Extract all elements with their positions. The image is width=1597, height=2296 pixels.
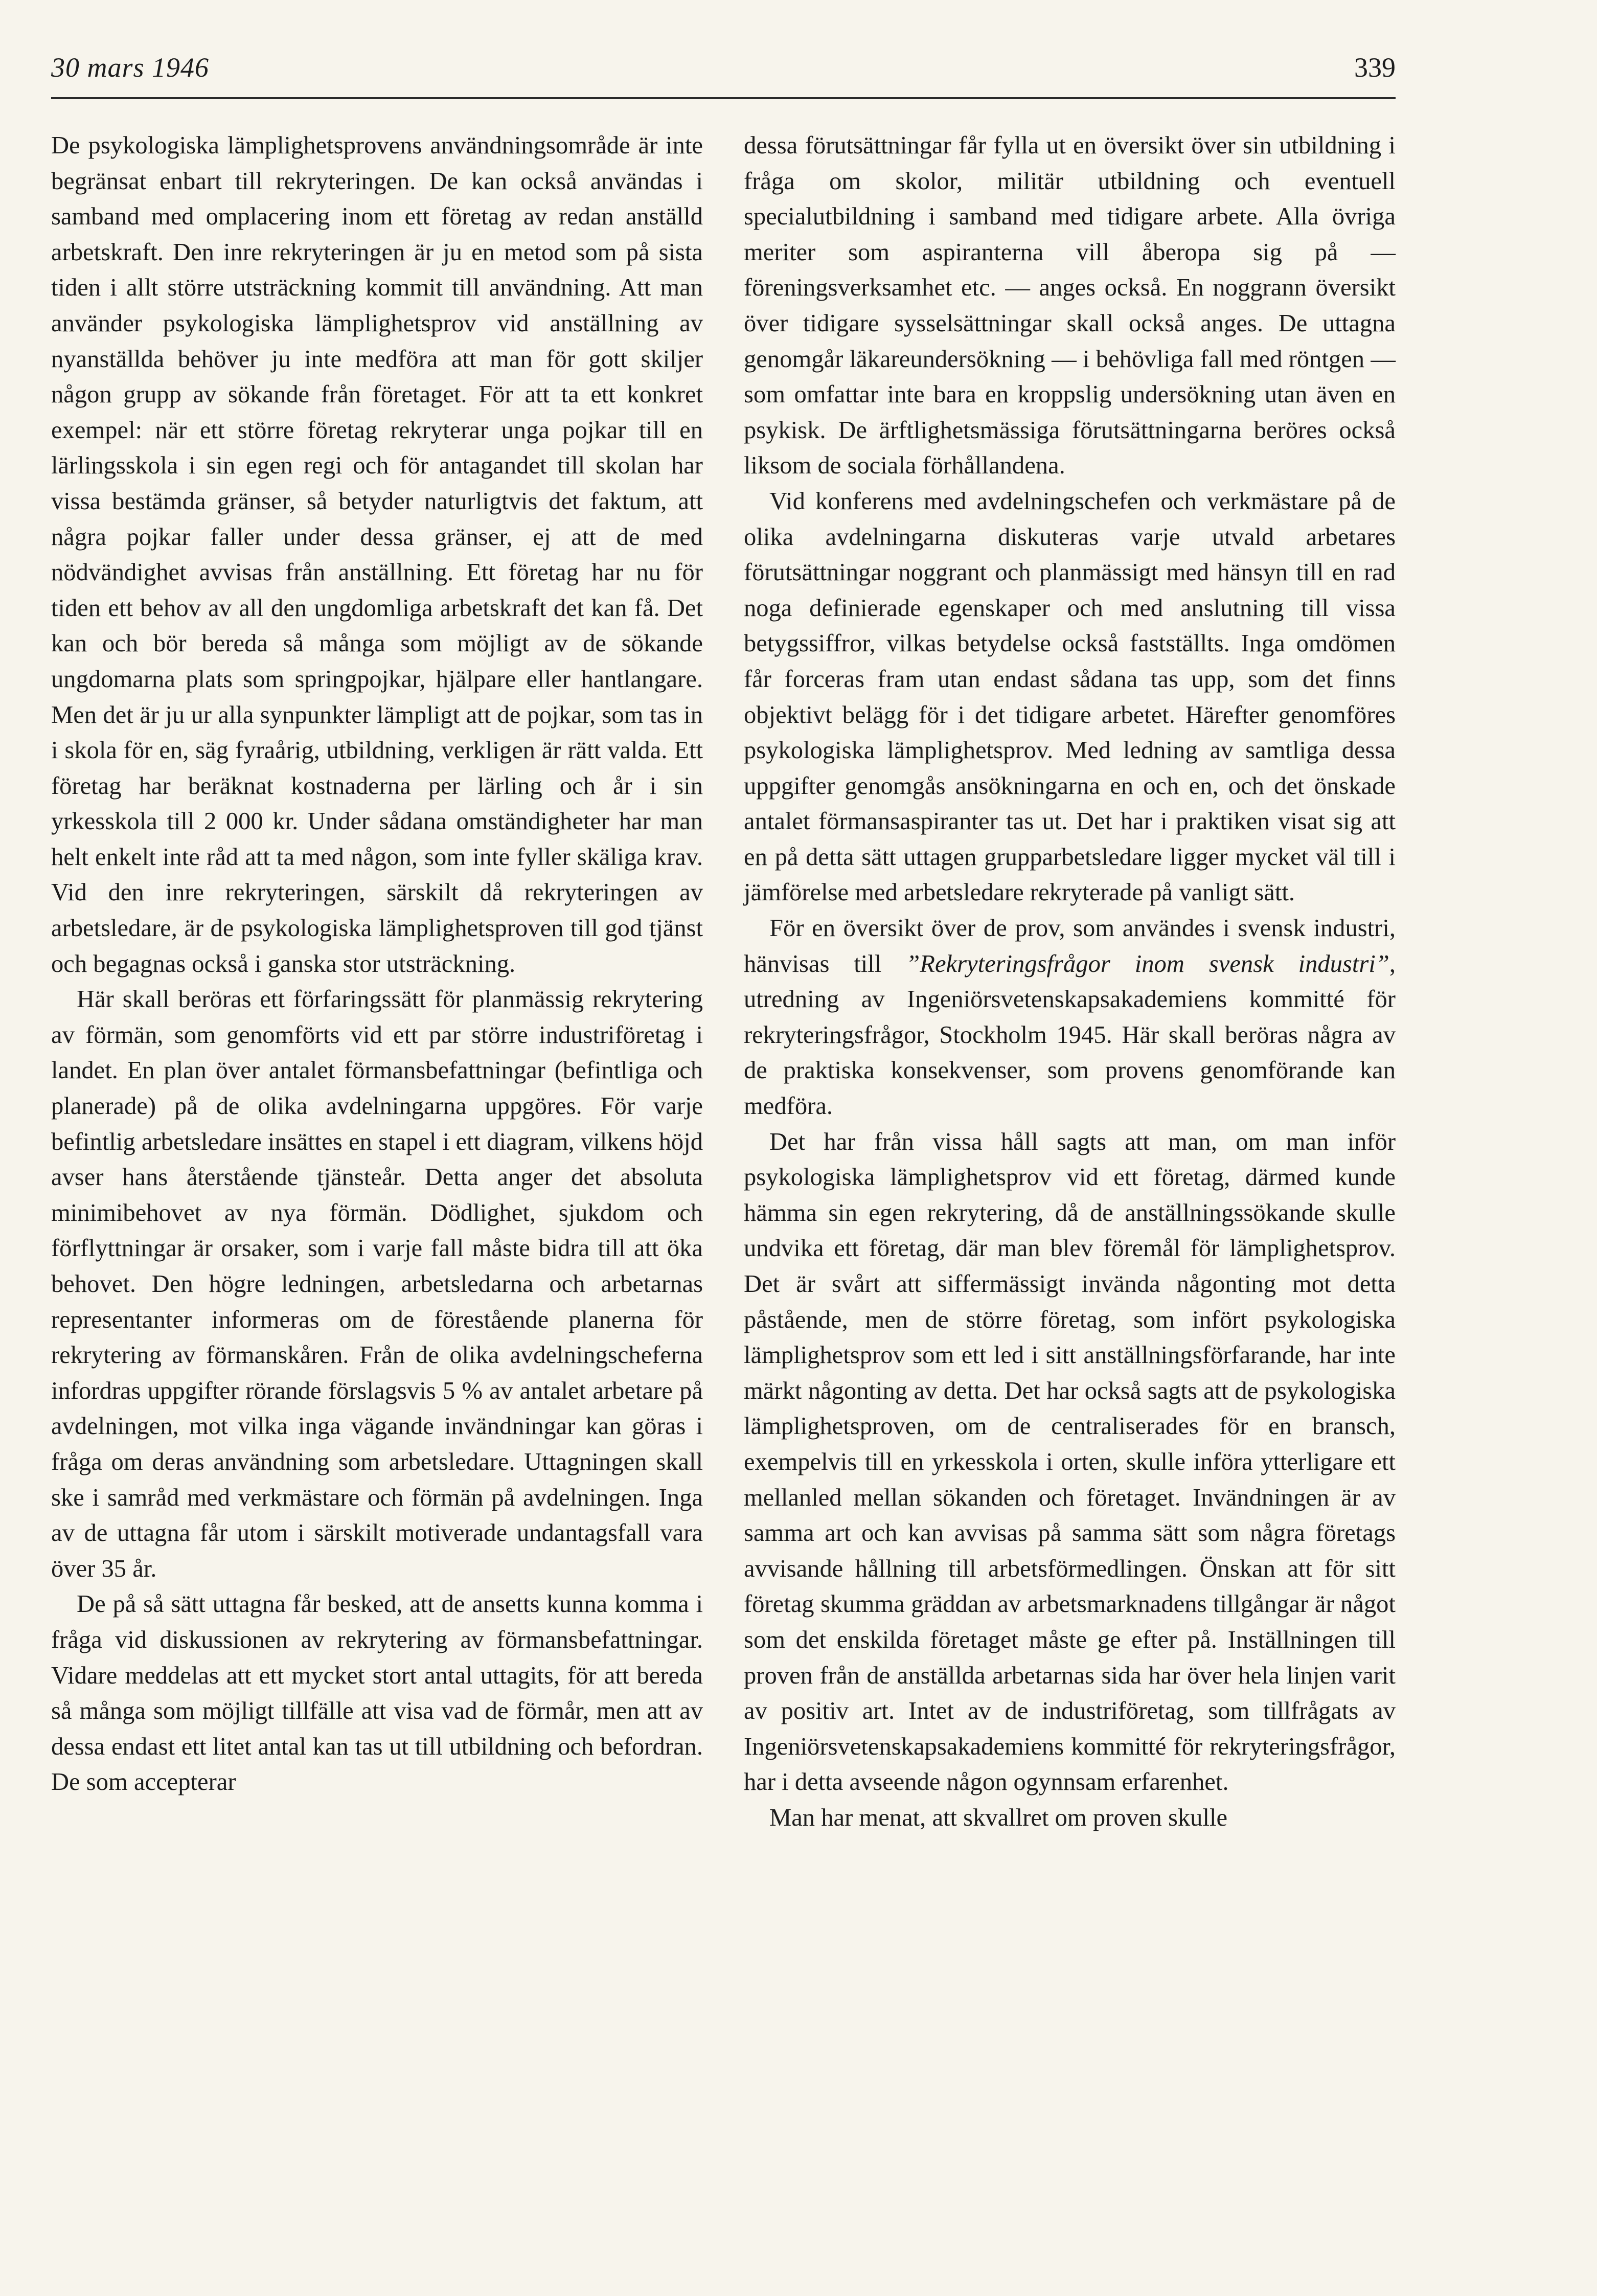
paragraph: Vid konferens med avdelningschefen och verkmästare på de olika avdelningarna diskuteras varje utvald arbetares förutsättningar noggrant och planmässigt med hänsyn till en rad noga definierade egenskaper och med anslutning till vissa betygssiffror, vilkas betydelse också fastställts. Inga omdömen får forceras fram utan endast sådana tas upp, som det finns objektivt belägg för i det tidigare arbetet. Härefter genomföres psykologiska lämplighetsprov. Med ledning av samtliga dessa uppgifter genomgås ansökningarna en och en, och det önskade antalet förmansaspiranter tas ut. Det har i praktiken visat sig att en på detta sätt uttagen grupparbetsledare ligger mycket väl till i jämförelse med arbetsledare rekryterade på vanligt sätt. bbox=[744, 487, 1396, 906]
paragraph bbox=[744, 911, 1396, 1124]
running-header bbox=[51, 47, 1396, 88]
paragraph-text: , utredning av Ingeniörsvetenskapsakademiens kommitté för rekryteringsfrågor, Stockholm 1945. Här skall beröras några av de praktiska konsekvenser, som provens genomförande kan medföra. bbox=[744, 949, 1396, 1120]
paragraph: De psykologiska lämplighetsprovens användningsområde är inte begränsat enbart till rekryteringen. De kan också användas i samband med omplacering inom ett företag av redan anställd arbetskraft. Den inre rekryteringen är ju en metod som på sista tiden i allt större utsträckning kommit till användning. Att man använder psykologiska lämplighetsprov vid anställning av nyanställda behöver ju inte medföra att man för gott skiljer någon grupp av sökande från företaget. För att ta ett konkret exempel: när ett större företag rekryterar unga pojkar till en lärlingsskola i sin egen regi och för antagandet till skolan har vissa bestämda gränser, så betyder naturligtvis det faktum, att några pojkar faller under dessa gränser, ej att de med nödvändighet avvisas från anställning. Ett företag har nu för tiden ett behov av all den ungdomliga arbetskraft det kan få. Det kan och bör bereda så många som möjligt av de sökande ungdomarna plats som springpojkar, hjälpare eller hantlangare. Men det är ju ur alla synpunkter lämpligt att de pojkar, som tas in i skola för en, säg fyraårig, utbildning, verkligen är rätt valda. Ett företag har beräknat kostnaderna per lärling och år i sin yrkesskola till 2 000 kr. Under sådana omständigheter har man helt enkelt inte råd att ta med någon, som inte fyller skäliga krav. Vid den inre rekryteringen, särskilt då rekryteringen av arbetsledare, är de psykologiska lämplighetsproven till god tjänst och begagnas också i ganska stor utsträckning. bbox=[51, 131, 703, 977]
paragraph-text: För en översikt över de prov, som användes i svensk industri, hänvisas till bbox=[744, 914, 1396, 977]
cited-report-title: ”Rekryteringsfrågor inom svensk industri” bbox=[906, 949, 1389, 977]
left-column bbox=[51, 128, 703, 1800]
paragraph: Det har från vissa håll sagts att man, om man inför psykologiska lämplighetsprov vid ett företag, därmed kunde hämma sin egen rekrytering, då de anställningssökande skulle undvika ett företag, där man blev föremål för lämplighetsprov. Det är svårt att siffermässigt invända någonting mot detta påstående, men de större företag, som infört psykologiska lämplighetsprov som ett led i sitt anställningsförfarande, har inte märkt någonting av detta. Det har också sagts att de psykologiska lämplighetsproven, om de centraliserades för en bransch, exempelvis till en yrkesskola i orten, skulle införa ytterligare ett mellanled mellan sökanden och företaget. Invändningen är av samma art och kan avvisas på samma sätt som några företags avvisande hållning till arbetsförmedlingen. Önskan att för sitt företag skumma gräddan av arbetsmarknadens tillgångar är något som det enskilda företaget måste ge efter på. Inställningen till proven från de anställda arbetarnas sida har över hela linjen varit av positiv art. Intet av de industriföretag, som tillfrågats av Ingeniörsvetenskapsakademiens kommitté för rekryteringsfrågor, har i detta avseende någon ogynnsam erfarenhet. bbox=[744, 1127, 1396, 1796]
paragraph: dessa förutsättningar får fylla ut en översikt över sin utbildning i fråga om skolor, militär utbildning och eventuell specialutbildning i samband med tidigare arbete. Alla övriga meriter som aspiranterna vill åberopa sig på — föreningsverksamhet etc. — anges också. En noggrann översikt över tidigare sysselsättningar skall också anges. De uttagna genomgår läkareundersökning — i behövliga fall med röntgen — som omfattar inte bara en kroppslig undersökning utan även en psykisk. De ärftlighetsmässiga förutsättningarna beröres också liksom de sociala förhållandena. bbox=[744, 131, 1396, 480]
paragraph: Man har menat, att skvallret om proven skulle bbox=[769, 1803, 1228, 1831]
header-rule bbox=[51, 97, 1396, 99]
paragraph: Här skall beröras ett förfaringssätt för planmässig rekrytering av förmän, som genomförts vid ett par större industriföretag i landet. En plan över antalet förmansbefattningar (befintliga och planerade) på de olika avdelningarna uppgöres. För varje befintlig arbetsledare insättes en stapel i ett diagram, vilkens höjd avser hans återstående tjänsteår. Detta anger det absoluta minimibehovet av nya förmän. Dödlighet, sjukdom och förflyttningar är orsaker, som i varje fall måste bidra till att öka behovet. Den högre ledningen, arbetsledarna och arbetarnas representanter informeras om de förestående planerna för rekrytering av förmanskåren. Från de olika avdelningscheferna infordras uppgifter rörande förslagsvis 5 % av antalet arbetare på avdelningen, mot vilka inga vägande invändningar kan göras i fråga om deras användning som arbetsledare. Uttagningen skall ske i samråd med verkmästare och förmän på avdelningen. Inga av de uttagna får utom i särskilt motiverade undantagsfall vara över 35 år. bbox=[51, 985, 703, 1582]
right-column bbox=[744, 128, 1396, 1836]
page-number: 339 bbox=[1354, 52, 1396, 83]
issue-date: 30 mars 1946 bbox=[51, 52, 210, 83]
paragraph: De på så sätt uttagna får besked, att de ansetts kunna komma i fråga vid diskussionen av rekrytering av förmansbefattningar. Vidare meddelas att ett mycket stort antal uttagits, för att bereda så många som möjligt tillfälle att visa vad de förmår, men att av dessa endast ett litet antal kan tas ut till utbildning och befordran. De som accepterar bbox=[51, 1590, 703, 1796]
